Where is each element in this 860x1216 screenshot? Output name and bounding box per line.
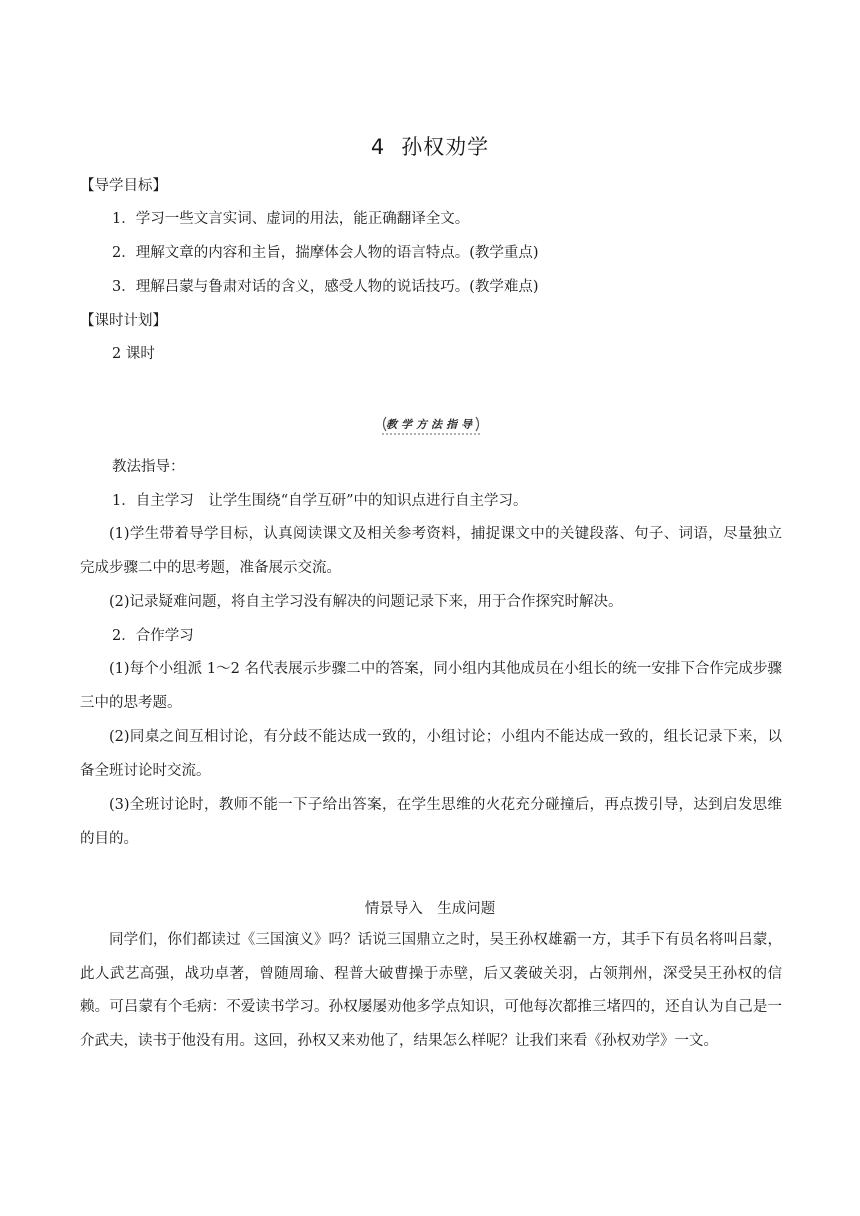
schedule-value: 2 课时 (112, 346, 155, 362)
banner-text: 教学方法指导 (386, 418, 476, 431)
section-banner (380, 414, 482, 436)
method-item-2-paragraph-1: (1)每个小组派 1～2 名代表展示步骤二中的答案，同小组内其他成员在小组长的统一安排下合作完成步骤三中的思考题。 (80, 661, 782, 711)
method-item-2-paragraph-3: (3)全班讨论时，教师不能一下子给出答案，在学生思维的火花充分碰撞后，再点拨引导，达到启发思维的目的。 (80, 797, 782, 847)
goal-item-2: 2．理解文章的内容和主旨，揣摩体会人物的语言特点。(教学重点) (112, 245, 539, 261)
goal-item-1: 1．学习一些文言实词、虚词的用法，能正确翻译全文。 (112, 211, 470, 227)
method-item-1-paragraph-1: (1)学生带着导学目标，认真阅读课文及相关参考资料，捕捉课文中的关键段落、句子、词语，尽量独立完成步骤二中的思考题，准备展示交流。 (80, 526, 782, 576)
lesson-title (0, 131, 860, 161)
method-item-2-paragraph-2: (2)同桌之间互相讨论，有分歧不能达成一致的，小组讨论；小组内不能达成一致的，组长记录下来，以备全班讨论时交流。 (80, 729, 782, 779)
method-item-2: 2．合作学习 (112, 628, 194, 644)
lesson-number: 4 (370, 135, 386, 159)
method-heading: 教法指导： (112, 459, 185, 475)
goals-heading: 【导学目标】 (80, 178, 167, 194)
schedule-heading: 【课时计划】 (80, 313, 167, 329)
method-item-1: 1．自主学习 让学生围绕“自学互研”中的知识点进行自主学习。 (112, 493, 528, 509)
goal-item-3: 3．理解吕蒙与鲁肃对话的含义，感受人物的说话技巧。(教学难点) (112, 279, 539, 295)
intro-paragraph: 同学们，你们都读过《三国演义》吗？话说三国鼎立之时，吴王孙权雄霸一方，其手下有员名将叫吕蒙，此人武艺高强，战功卓著，曾随周瑜、程普大破曹操于赤壁，后又袭破关羽，占领荆州，深受吴王孙权的信赖。可吕蒙有个毛病：不爱读书学习。孙权屡屡劝他多学点知识，可他每次都推三堵四的，还自认为自己是一介武夫，读书于他没有用。这回，孙权又来劝他了，结果怎么样呢？让我们来看《孙权劝学》一文。 (80, 932, 782, 1049)
lesson-title-text: 孙权劝学 (401, 135, 490, 159)
intro-heading: 情景导入 生成问题 (364, 901, 496, 917)
method-item-1-paragraph-2: (2)记录疑难问题，将自主学习没有解决的问题记录下来，用于合作探究时解决。 (109, 594, 623, 610)
